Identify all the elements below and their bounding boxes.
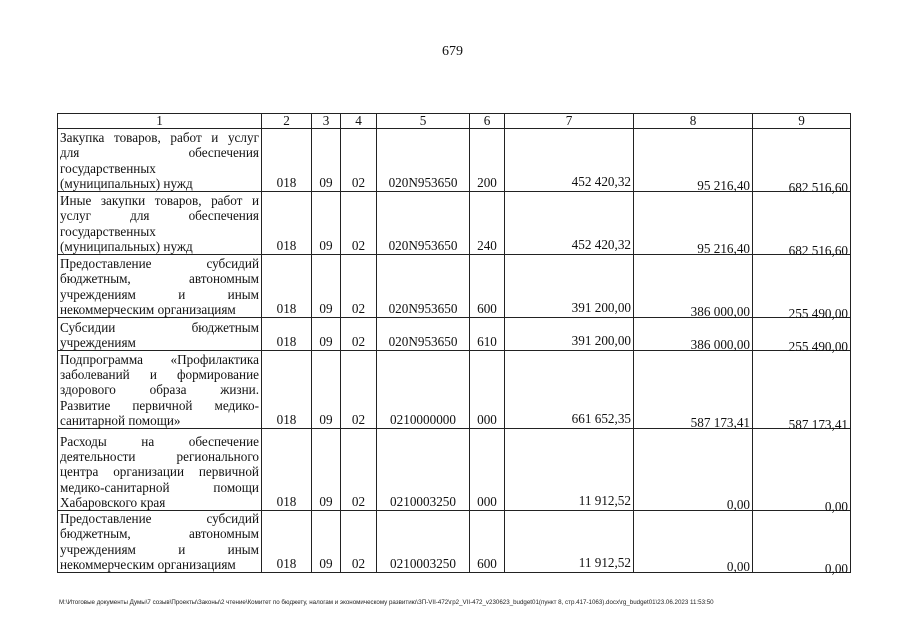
row-name-line: деятельности регионального bbox=[60, 449, 259, 465]
row-name-cell bbox=[58, 429, 262, 511]
amount-col9-cell: 255 490,00 bbox=[753, 323, 851, 356]
row-name-line: заболеваний и формирование bbox=[60, 367, 259, 383]
row-name-line: услуг для обеспечения bbox=[60, 208, 259, 224]
amount-col7-cell: 452 420,32 bbox=[505, 129, 634, 192]
row-name-line: Предоставление субсидий bbox=[60, 511, 259, 527]
column-header-3: 3 bbox=[312, 114, 341, 129]
row-name-line: санитарной помощи» bbox=[60, 412, 181, 428]
amount-col7-cell: 11 912,52 bbox=[505, 429, 634, 511]
expense-type-cell: 600 bbox=[470, 511, 505, 573]
section-code-cell: 09 bbox=[312, 192, 341, 255]
chapter-code-cell: 018 bbox=[262, 511, 312, 573]
target-article-cell: 020N953650 bbox=[377, 255, 470, 318]
table-row bbox=[58, 429, 851, 511]
table-row bbox=[58, 351, 851, 429]
target-article-cell: 020N953650 bbox=[377, 129, 470, 192]
row-name-line: центра организации первичной bbox=[60, 464, 259, 480]
row-name-line: здорового образа жизни. bbox=[60, 382, 259, 398]
row-name-line: учреждениям и иным bbox=[60, 286, 259, 302]
row-name-cell bbox=[58, 255, 262, 318]
column-header-8: 8 bbox=[634, 114, 753, 129]
expense-type-cell: 610 bbox=[470, 318, 505, 351]
row-name-line: бюджетным, автономным bbox=[60, 526, 259, 542]
column-header-9: 9 bbox=[753, 114, 851, 129]
row-name-cell bbox=[58, 192, 262, 255]
amount-col9-cell: 587 173,41 bbox=[753, 356, 851, 434]
chapter-code-cell: 018 bbox=[262, 351, 312, 429]
subsection-code-cell: 02 bbox=[341, 255, 377, 318]
expense-type-cell: 600 bbox=[470, 255, 505, 318]
chapter-code-cell: 018 bbox=[262, 129, 312, 192]
section-code-cell: 09 bbox=[312, 511, 341, 573]
row-name-line: (муниципальных) нужд bbox=[60, 238, 193, 254]
row-name-cell bbox=[58, 129, 262, 192]
amount-col9-cell: 682 516,60 bbox=[753, 197, 851, 260]
expense-type-cell: 240 bbox=[470, 192, 505, 255]
section-code-cell: 09 bbox=[312, 255, 341, 318]
column-header-7: 7 bbox=[505, 114, 634, 129]
subsection-code-cell: 02 bbox=[341, 511, 377, 573]
row-name-line: для обеспечения bbox=[60, 145, 259, 161]
target-article-cell: 020N953650 bbox=[377, 192, 470, 255]
subsection-code-cell: 02 bbox=[341, 192, 377, 255]
row-name-line: учреждениям и иным bbox=[60, 541, 259, 557]
amount-col8-cell: 95 216,40 bbox=[634, 195, 753, 258]
row-name-line: Закупка товаров, работ и услуг bbox=[60, 130, 259, 146]
expense-type-cell: 200 bbox=[470, 129, 505, 192]
subsection-code-cell: 02 bbox=[341, 129, 377, 192]
table-header-row bbox=[58, 114, 851, 129]
target-article-cell: 020N953650 bbox=[377, 318, 470, 351]
column-header-5: 5 bbox=[377, 114, 470, 129]
chapter-code-cell: 018 bbox=[262, 429, 312, 511]
subsection-code-cell: 02 bbox=[341, 351, 377, 429]
amount-col8-cell: 386 000,00 bbox=[634, 258, 753, 321]
row-name-line: (муниципальных) нужд bbox=[60, 175, 193, 191]
section-code-cell: 09 bbox=[312, 351, 341, 429]
budget-table bbox=[57, 113, 851, 576]
row-name-line: учреждениям bbox=[60, 334, 136, 350]
target-article-cell: 0210003250 bbox=[377, 429, 470, 511]
row-name-line: Иные закупки товаров, работ и bbox=[60, 193, 259, 209]
page-number: 679 bbox=[442, 44, 463, 59]
row-name-line: государственных bbox=[60, 160, 156, 176]
row-name-cell bbox=[58, 318, 262, 351]
amount-col7-cell: 391 200,00 bbox=[505, 255, 634, 318]
amount-col8-cell: 0,00 bbox=[634, 514, 753, 576]
row-name-line: Подпрограмма «Профилактика bbox=[60, 351, 259, 367]
row-name-line: Развитие первичной медико- bbox=[60, 397, 259, 413]
amount-col8-cell: 95 216,40 bbox=[634, 132, 753, 195]
section-code-cell: 09 bbox=[312, 318, 341, 351]
table-row bbox=[58, 318, 851, 351]
row-name-line: Хабаровского края bbox=[60, 494, 166, 510]
chapter-code-cell: 018 bbox=[262, 192, 312, 255]
amount-col9-cell: 0,00 bbox=[753, 516, 851, 578]
row-name-line: Субсидии бюджетным bbox=[60, 319, 259, 335]
row-name-line: некоммерческим организациям bbox=[60, 301, 236, 317]
chapter-code-cell: 018 bbox=[262, 318, 312, 351]
expense-type-cell: 000 bbox=[470, 351, 505, 429]
subsection-code-cell: 02 bbox=[341, 429, 377, 511]
table-row bbox=[58, 192, 851, 255]
chapter-code-cell: 018 bbox=[262, 255, 312, 318]
row-name-line: Предоставление субсидий bbox=[60, 256, 259, 272]
table-row bbox=[58, 255, 851, 318]
subsection-code-cell: 02 bbox=[341, 318, 377, 351]
table-row bbox=[58, 511, 851, 573]
amount-col8-cell: 587 173,41 bbox=[634, 354, 753, 432]
row-name-line: медико-санитарной помощи bbox=[60, 479, 259, 495]
row-name-line: бюджетным, автономным bbox=[60, 271, 259, 287]
column-header-4: 4 bbox=[341, 114, 377, 129]
row-name-line: государственных bbox=[60, 223, 156, 239]
section-code-cell: 09 bbox=[312, 429, 341, 511]
amount-col9-cell: 255 490,00 bbox=[753, 260, 851, 323]
column-header-1: 1 bbox=[58, 114, 262, 129]
amount-col7-cell: 391 200,00 bbox=[505, 318, 634, 351]
expense-type-cell: 000 bbox=[470, 429, 505, 511]
column-header-2: 2 bbox=[262, 114, 312, 129]
section-code-cell: 09 bbox=[312, 129, 341, 192]
target-article-cell: 0210003250 bbox=[377, 511, 470, 573]
target-article-cell: 0210000000 bbox=[377, 351, 470, 429]
document-footer-path: M:\Итоговые документы Думы\7 созыв\Проекты\Законы\2 чтение\Комитет по бюджету, налогам и экономическому развитию\ЗП-VII-472\гр2_VII-472_v230623_budget01(пункт 8, стр.417-1063).docx\rg_budget01\23.06.2023 11:53:50 bbox=[59, 599, 714, 606]
row-name-line: Расходы на обеспечение bbox=[60, 433, 259, 449]
row-name-cell bbox=[58, 351, 262, 429]
amount-col7-cell: 661 652,35 bbox=[505, 351, 634, 429]
amount-col9-cell: 682 516,60 bbox=[753, 134, 851, 197]
row-name-line: некоммерческим организациям bbox=[60, 556, 236, 572]
row-name-cell bbox=[58, 511, 262, 573]
amount-col9-cell: 0,00 bbox=[753, 434, 851, 516]
amount-col7-cell: 11 912,52 bbox=[505, 511, 634, 573]
amount-col7-cell: 452 420,32 bbox=[505, 192, 634, 255]
column-header-6: 6 bbox=[470, 114, 505, 129]
table-row bbox=[58, 129, 851, 192]
amount-col8-cell: 0,00 bbox=[634, 432, 753, 514]
amount-col8-cell: 386 000,00 bbox=[634, 321, 753, 354]
